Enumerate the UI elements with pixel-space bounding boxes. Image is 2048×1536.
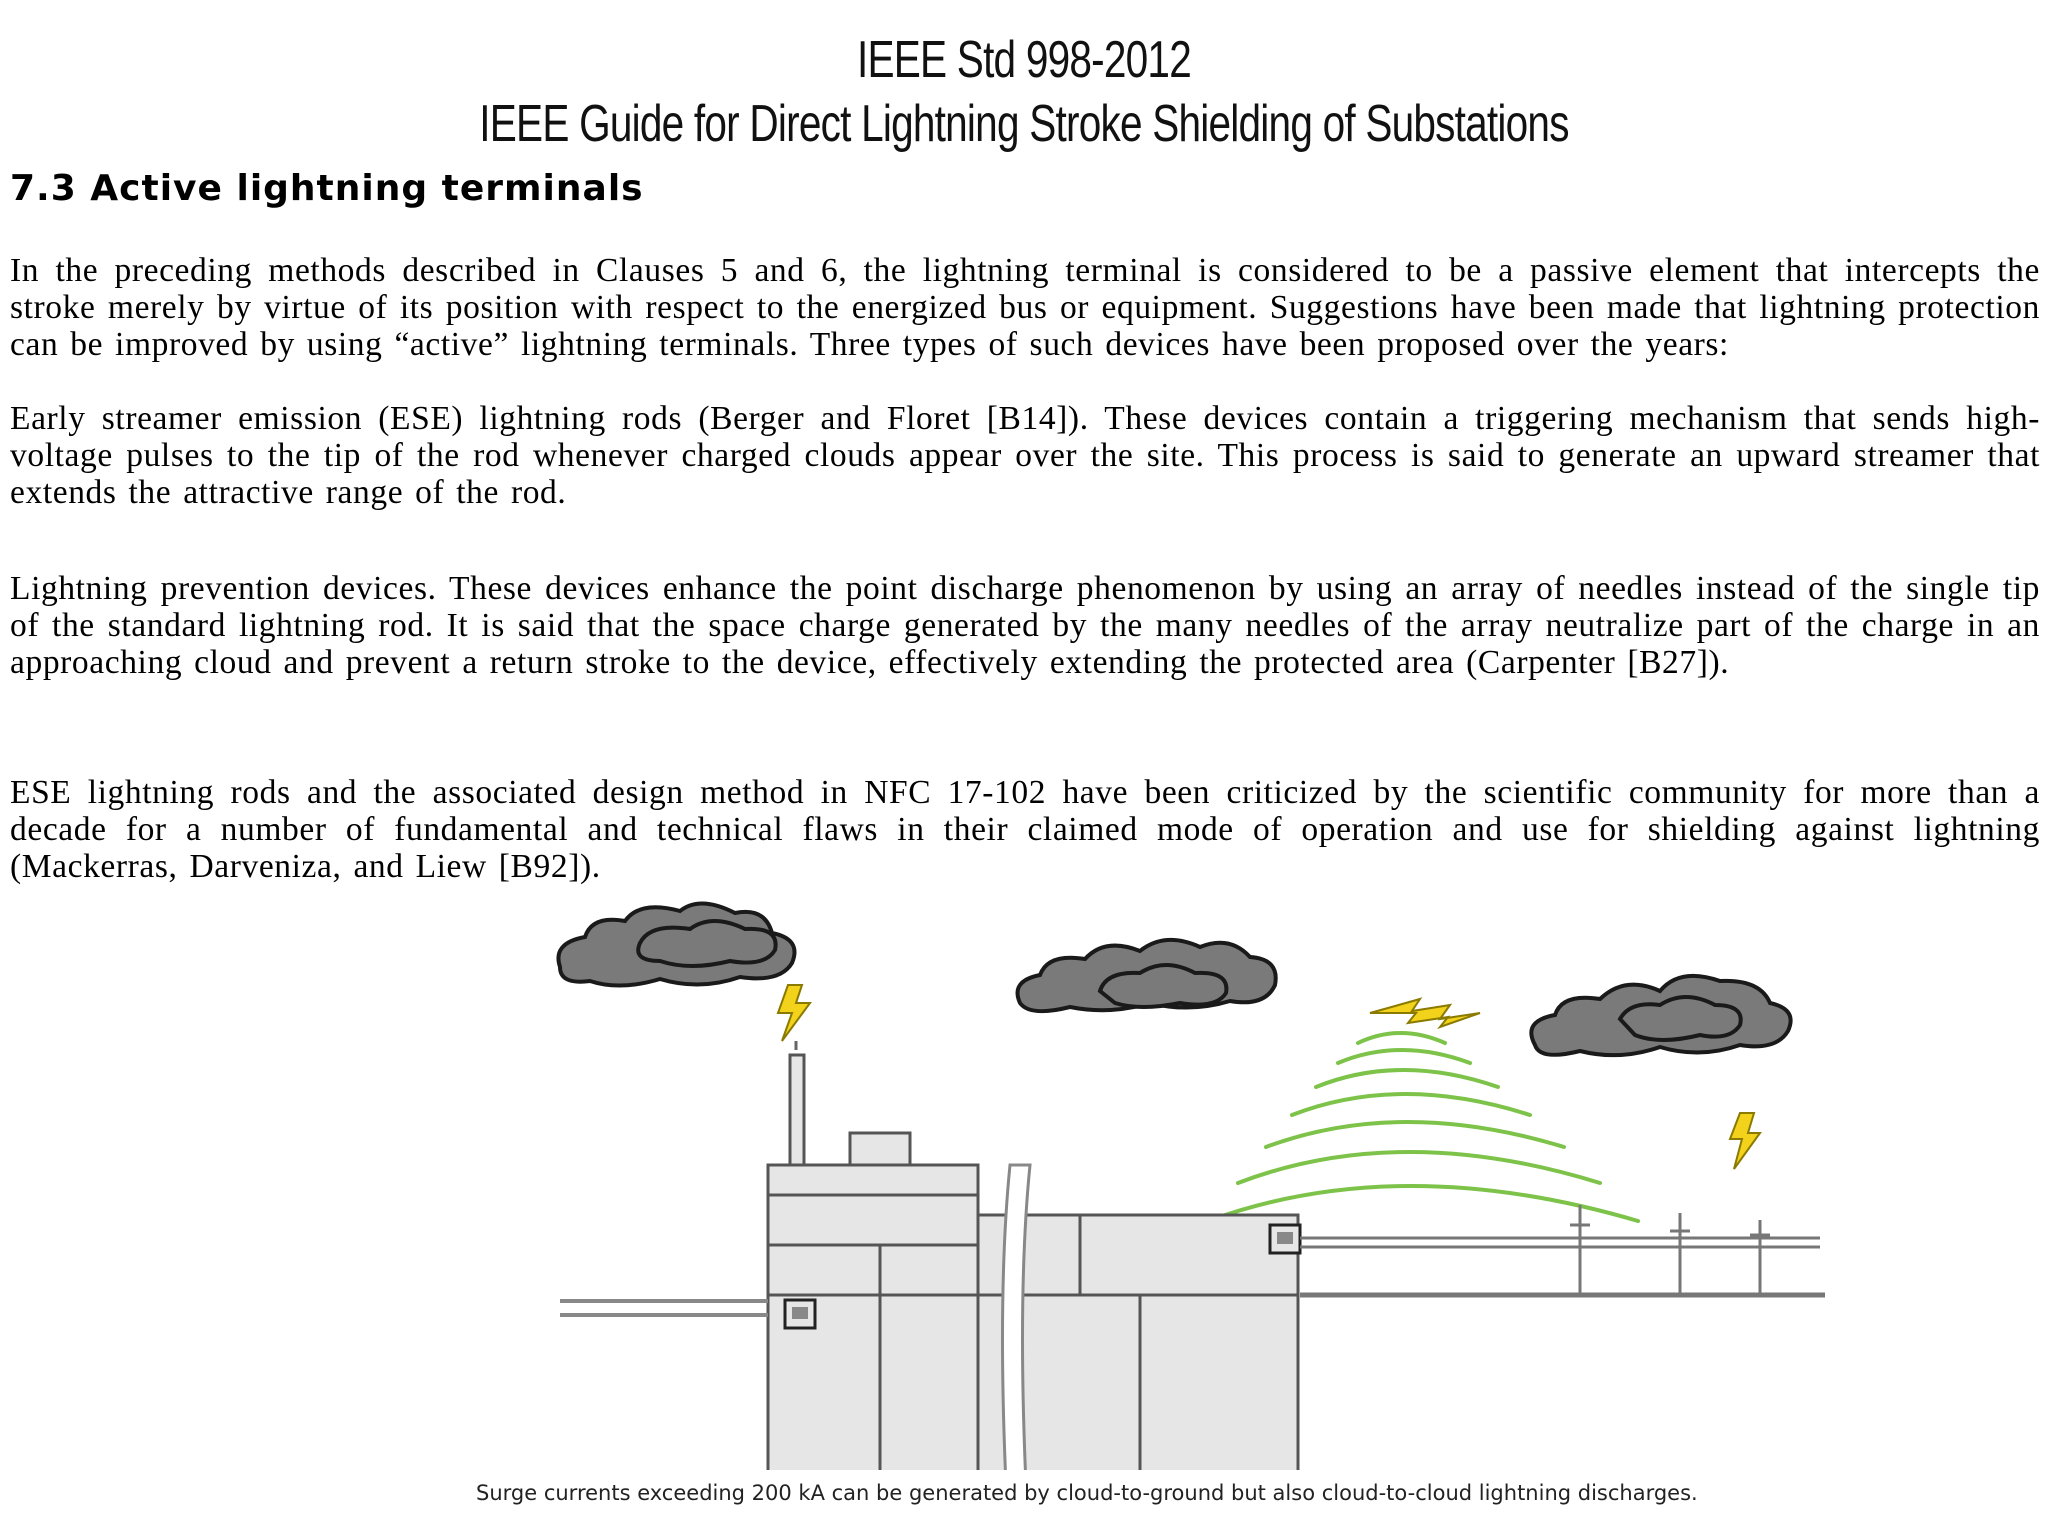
substation-building	[768, 1133, 1298, 1470]
paragraph-prevention-devices: Lightning prevention devices. These devices enhance the point discharge phenomenon by using an array of needles instead of the single tip of the standard lightning rod. It is said that the space charge generated by the many needles of the array neutralize part of the charge in an approaching cloud and prevent a return stroke to the device, effectively extending the protected area (Carpenter [B27]).	[10, 570, 2040, 681]
lightning-bolt-cloud-to-cloud	[1370, 999, 1480, 1027]
power-line-right	[1300, 1205, 1825, 1295]
chimney	[790, 1055, 804, 1165]
figure-caption: Surge currents exceeding 200 kA can be generated by cloud-to-ground but also cloud-to-cloud lightning discharges.	[476, 1481, 1698, 1505]
section-heading: 7.3 Active lightning terminals	[10, 168, 644, 209]
header-document-title: IEEE Guide for Direct Lightning Stroke Shielding of Substations	[479, 95, 1569, 153]
surge-protector-left	[785, 1300, 815, 1328]
radiated-waves	[1208, 1033, 1638, 1221]
power-line-left	[560, 1301, 768, 1315]
surge-protector-right	[1270, 1225, 1300, 1253]
header-standard-number: IEEE Std 998-2012	[856, 31, 1191, 89]
lightning-bolt-right	[1730, 1113, 1760, 1169]
paragraph-ese-rods: Early streamer emission (ESE) lightning rods (Berger and Floret [B14]). These devices contain a triggering mechanism that sends high-voltage pulses to the tip of the rod whenever charged clouds appear over the site. This process is said to generate an upward streamer that extends the attractive range of the rod.	[10, 400, 2040, 511]
cloud-left	[558, 903, 794, 985]
lightning-substation-illustration	[540, 895, 1840, 1470]
cloud-right	[1531, 976, 1790, 1055]
paragraph-criticism: ESE lightning rods and the associated design method in NFC 17-102 have been criticized by the scientific community for more than a decade for a number of fundamental and technical flaws in their claimed mode of operation and use for shielding against lightning (Mackerras, Darveniza, and Liew [B92]).	[10, 774, 2040, 885]
lightning-bolt-left	[778, 985, 810, 1041]
cloud-middle	[1018, 940, 1276, 1011]
paragraph-intro: In the preceding methods described in Clauses 5 and 6, the lightning terminal is considered to be a passive element that intercepts the stroke merely by virtue of its position with respect to the energized bus or equipment. Suggestions have been made that lightning protection can be improved by using “active” lightning terminals. Three types of such devices have been proposed over the years:	[10, 252, 2040, 363]
